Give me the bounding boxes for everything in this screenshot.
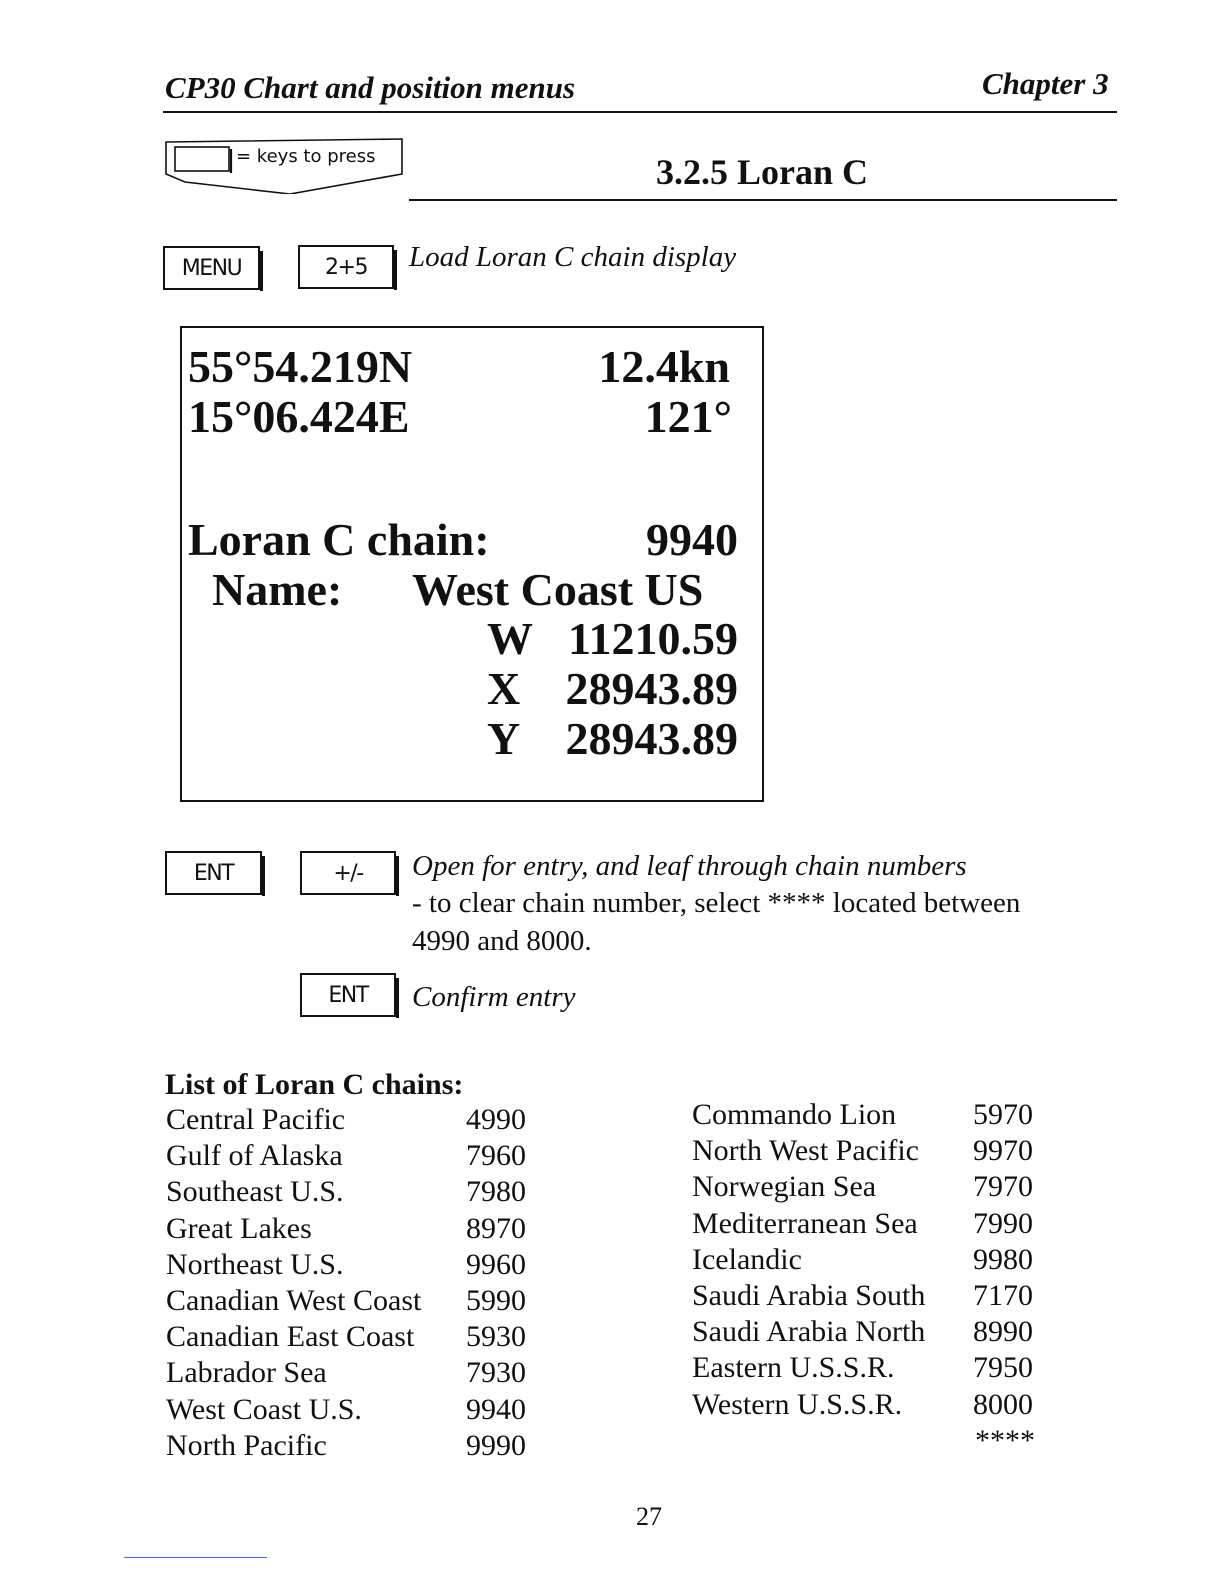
list-item: [692, 1278, 1052, 1314]
chain-code: 7990: [973, 1206, 1033, 1240]
ent-key[interactable]: ENT: [165, 851, 262, 895]
step2-description: Open for entry, and leaf through chain numbers: [412, 850, 967, 882]
chain-name: Great Lakes: [166, 1211, 312, 1245]
chain-label: Loran C chain:: [188, 514, 490, 565]
chain-name: Labrador Sea: [166, 1356, 327, 1390]
footer-rule: [124, 1557, 267, 1558]
key-2-plus-5[interactable]: 2+5: [298, 245, 394, 289]
plus-minus-key[interactable]: +/-: [300, 851, 396, 895]
y-label: Y: [487, 713, 521, 764]
list-item: [692, 1097, 1052, 1133]
chain-list-title: List of Loran C chains:: [165, 1068, 464, 1101]
chain-name: North Pacific: [166, 1428, 327, 1462]
name-label: Name:: [212, 564, 343, 615]
chain-code: 8970: [466, 1211, 526, 1245]
chain-list-right: [692, 1097, 1052, 1459]
header-title: CP30 Chart and position menus: [165, 70, 576, 105]
chain-code: 9970: [973, 1134, 1033, 1168]
chain-name: Western U.S.S.R.: [692, 1387, 903, 1421]
list-item: [166, 1211, 546, 1247]
chain-name: Saudi Arabia South: [692, 1278, 926, 1312]
chain-code: 9980: [973, 1242, 1033, 1276]
list-item: [692, 1423, 1052, 1459]
list-item: [692, 1242, 1052, 1278]
list-item: [166, 1247, 546, 1283]
chain-code: 8000: [973, 1387, 1033, 1421]
chain-code: 4990: [466, 1103, 526, 1136]
list-item: [692, 1169, 1052, 1205]
chain-code: 5990: [466, 1283, 526, 1317]
chain-name: Commando Lion: [692, 1098, 897, 1131]
chain-list-left: [166, 1102, 546, 1464]
w-value: 11210.59: [568, 613, 738, 664]
list-item: [166, 1392, 546, 1428]
list-item: [166, 1319, 546, 1355]
header-chapter: Chapter 3: [982, 66, 1109, 101]
chain-code: 5970: [973, 1098, 1033, 1131]
key-symbol-icon: [175, 147, 229, 171]
chain-name: Gulf of Alaska: [166, 1139, 343, 1173]
list-item: [166, 1138, 546, 1174]
chain-code: 9990: [466, 1428, 526, 1462]
chain-name: Norwegian Sea: [692, 1170, 877, 1204]
step2-note-line1: - to clear chain number, select **** located between: [412, 887, 1021, 919]
list-item: [692, 1387, 1052, 1423]
chain-code: 7970: [973, 1170, 1033, 1204]
x-value: 28943.89: [565, 663, 738, 714]
list-item: [166, 1355, 546, 1391]
confirm-ent-key[interactable]: ENT: [300, 973, 396, 1017]
header-rule: [163, 111, 1117, 113]
page-number: 27: [636, 1502, 662, 1531]
chain-name: Northeast U.S.: [166, 1247, 344, 1281]
course-value: 121°: [644, 391, 732, 442]
y-value: 28943.89: [565, 713, 738, 764]
chain-value: 9940: [646, 514, 738, 565]
chain-name: Mediterranean Sea: [692, 1206, 918, 1240]
list-item: [166, 1102, 546, 1138]
chain-code-clear: ****: [975, 1423, 1035, 1457]
list-item: [692, 1314, 1052, 1350]
chain-code: 7980: [466, 1175, 526, 1209]
loran-display-panel: [180, 326, 764, 802]
step2-note-line2: 4990 and 8000.: [412, 925, 592, 957]
name-value: West Coast US: [412, 564, 704, 615]
list-item: [166, 1428, 546, 1464]
chain-name: Canadian East Coast: [166, 1320, 415, 1354]
chain-name: Southeast U.S.: [166, 1175, 344, 1209]
latitude-value: 55°54.219N: [188, 341, 413, 392]
chain-code: 7170: [973, 1278, 1033, 1312]
chain-name: Central Pacific: [166, 1103, 346, 1136]
chain-name: North West Pacific: [692, 1134, 919, 1168]
section-rule: [409, 199, 1117, 201]
menu-key[interactable]: MENU: [163, 246, 260, 290]
chain-code: 5930: [466, 1320, 526, 1354]
list-item: [166, 1174, 546, 1210]
chain-code: 7930: [466, 1356, 526, 1390]
longitude-value: 15°06.424E: [188, 391, 410, 442]
step3-description: Confirm entry: [412, 981, 576, 1013]
list-item: [692, 1133, 1052, 1169]
section-title: 3.2.5 Loran C: [656, 152, 869, 192]
chain-code: 9940: [466, 1392, 526, 1426]
legend-text: = keys to press: [236, 146, 376, 167]
chain-code: 8990: [973, 1315, 1033, 1349]
w-label: W: [487, 613, 533, 664]
speed-value: 12.4kn: [598, 341, 730, 392]
chain-name: Eastern U.S.S.R.: [692, 1351, 895, 1385]
chain-code: 7960: [466, 1139, 526, 1173]
chain-name: Canadian West Coast: [166, 1283, 422, 1317]
chain-name: West Coast U.S.: [166, 1392, 362, 1426]
list-item: [692, 1206, 1052, 1242]
chain-code: 7950: [973, 1351, 1033, 1385]
list-item: [692, 1350, 1052, 1386]
x-label: X: [487, 663, 521, 714]
list-item: [166, 1283, 546, 1319]
chain-name: Saudi Arabia North: [692, 1315, 926, 1349]
step1-description: Load Loran C chain display: [409, 241, 737, 273]
chain-name: Icelandic: [692, 1242, 802, 1276]
chain-code: 9960: [466, 1247, 526, 1281]
